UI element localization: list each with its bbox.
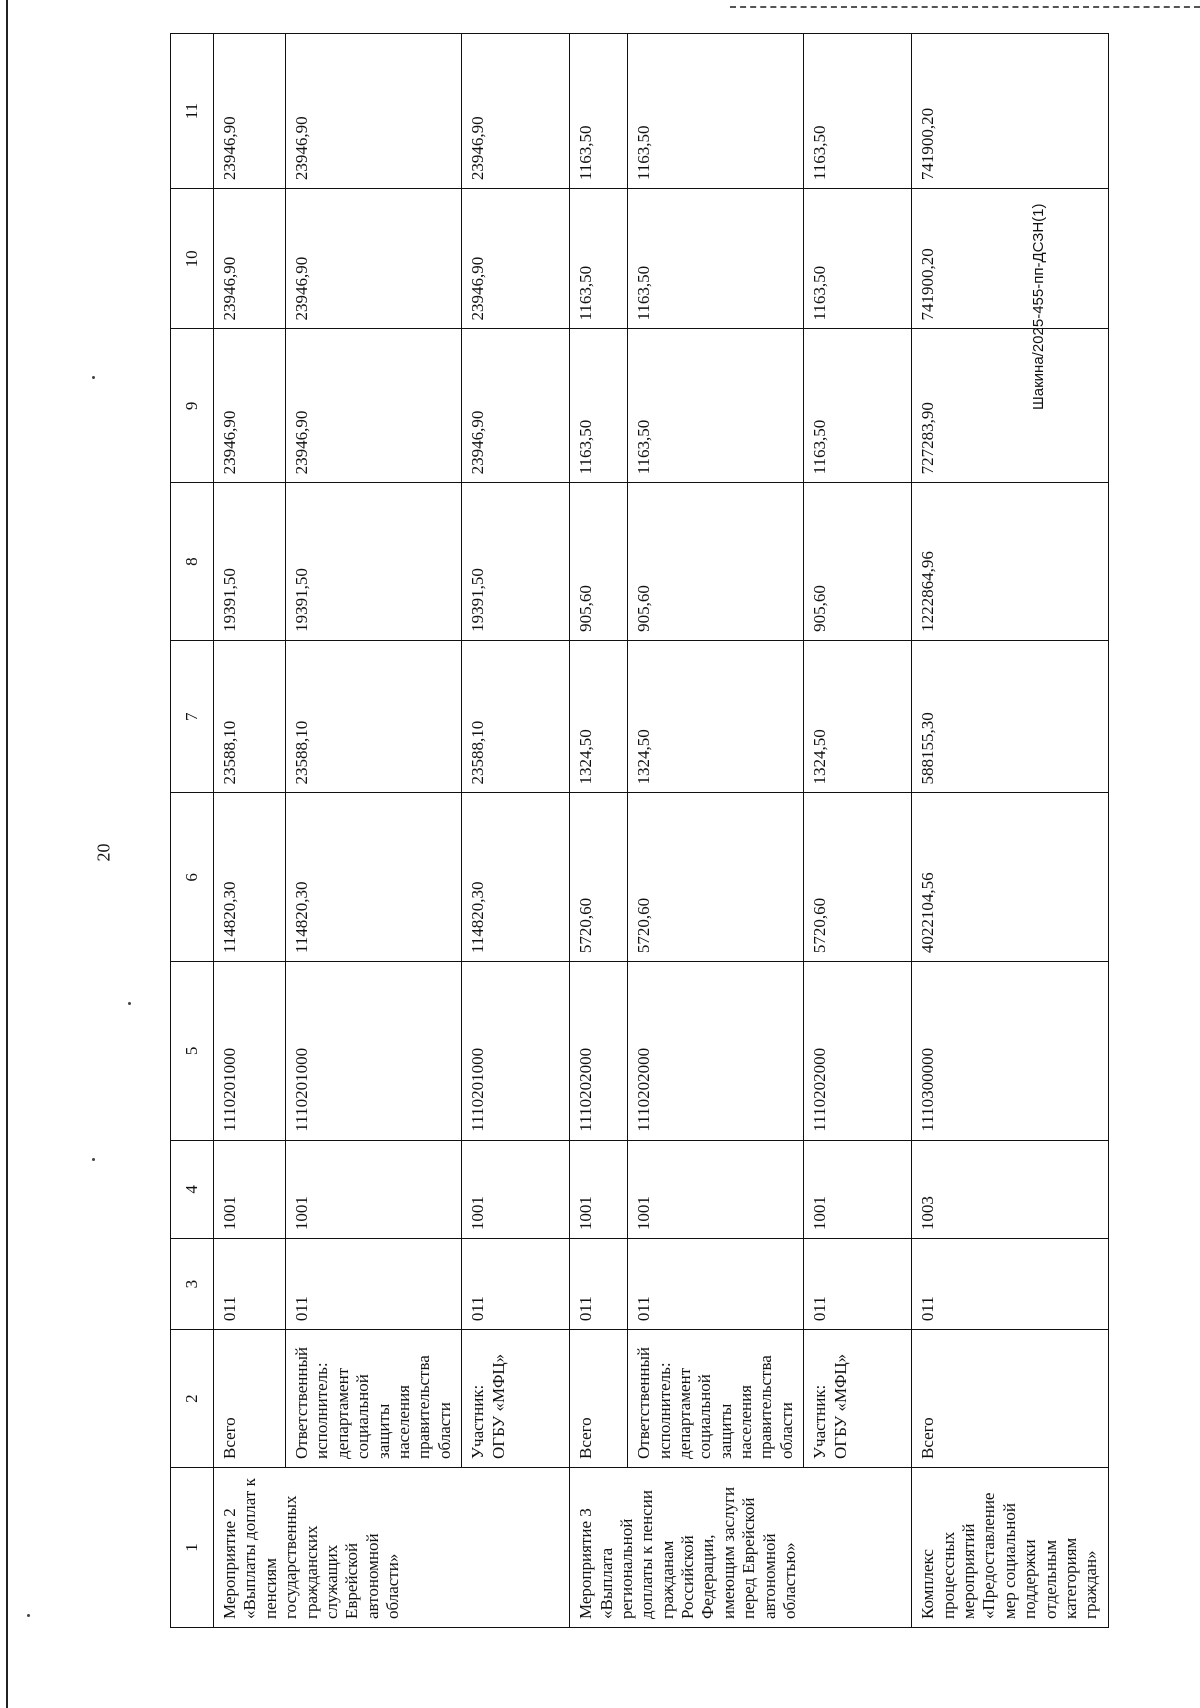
cell: 1110201000 <box>462 962 570 1140</box>
cell: 011 <box>912 1239 1109 1330</box>
cell: 1163,50 <box>804 329 912 483</box>
cell: 905,60 <box>628 483 804 641</box>
rotated-table-container <box>170 33 1100 1628</box>
cell: 011 <box>570 1239 628 1330</box>
cell: 23946,90 <box>286 34 462 189</box>
cell: 23946,90 <box>214 329 286 483</box>
table-row <box>628 34 804 1628</box>
event-title-cell: Мероприятие 2 «Выплаты доплат к пенсиям государственных гражданских служащих Еврейской автономной области» <box>214 1468 570 1628</box>
page-frame-left <box>6 0 8 1708</box>
cell: 011 <box>462 1239 570 1330</box>
cell: 114820,30 <box>286 793 462 962</box>
event-title-cell: Мероприятие 3 «Выплата региональной доплаты к пенсии гражданам Российской Федерации, имеющим заслуги перед Еврейской автономной областью» <box>570 1468 912 1628</box>
cell: 1324,50 <box>570 640 628 793</box>
role-cell: Участник: ОГБУ «МФЦ» <box>462 1330 570 1468</box>
cell: 1003 <box>912 1140 1109 1238</box>
page-number: 20 <box>93 843 114 862</box>
table-row <box>462 34 570 1628</box>
cell: 1001 <box>570 1140 628 1238</box>
header-cell: 11 <box>171 34 214 189</box>
header-cell: 8 <box>171 483 214 641</box>
cell: 19391,50 <box>462 483 570 641</box>
document-code: Шакина/2025-455-пп-ДСЗН(1) <box>1030 203 1047 410</box>
table-row <box>214 34 286 1628</box>
role-cell: Ответственный исполнитель: департамент социальной защиты населения правительства области <box>628 1330 804 1468</box>
role-cell: Ответственный исполнитель: департамент социальной защиты населения правительства области <box>286 1330 462 1468</box>
cell: 1163,50 <box>628 329 804 483</box>
cell: 1163,50 <box>570 34 628 189</box>
cell: 5720,60 <box>804 793 912 962</box>
cell: 1001 <box>628 1140 804 1238</box>
table-row <box>570 34 628 1628</box>
header-row <box>171 34 214 1628</box>
cell: 1001 <box>804 1140 912 1238</box>
cell: 727283,90 <box>912 329 1109 483</box>
cell: 114820,30 <box>214 793 286 962</box>
role-cell: Всего <box>570 1330 628 1468</box>
cell: 23946,90 <box>462 189 570 329</box>
cell: 23588,10 <box>286 640 462 793</box>
header-cell: 2 <box>171 1330 214 1468</box>
role-cell: Всего <box>912 1330 1109 1468</box>
cell: 23588,10 <box>462 640 570 793</box>
cell: 1001 <box>286 1140 462 1238</box>
cell: 011 <box>214 1239 286 1330</box>
cell: 741900,20 <box>912 34 1109 189</box>
cell: 1222864,96 <box>912 483 1109 641</box>
cell: 1163,50 <box>804 34 912 189</box>
cell: 905,60 <box>804 483 912 641</box>
table-row <box>912 34 1109 1628</box>
scan-speck <box>27 1614 30 1617</box>
header-cell: 4 <box>171 1140 214 1238</box>
cell: 1163,50 <box>628 189 804 329</box>
cell: 23946,90 <box>214 34 286 189</box>
cell: 1110300000 <box>912 962 1109 1140</box>
cell: 1110202000 <box>804 962 912 1140</box>
event-title-cell: Комплекс процессных мероприятий «Предоставление мер социальной поддержки отдельным категориям граждан» <box>912 1468 1109 1628</box>
cell: 1163,50 <box>628 34 804 189</box>
cell: 5720,60 <box>570 793 628 962</box>
cell: 1110202000 <box>628 962 804 1140</box>
cell: 23946,90 <box>462 329 570 483</box>
cell: 011 <box>804 1239 912 1330</box>
cell: 1110202000 <box>570 962 628 1140</box>
cell: 741900,20 <box>912 189 1109 329</box>
header-cell: 7 <box>171 640 214 793</box>
cell: 1110201000 <box>214 962 286 1140</box>
cell: 1324,50 <box>804 640 912 793</box>
role-cell: Всего <box>214 1330 286 1468</box>
cell: 19391,50 <box>214 483 286 641</box>
scan-speck <box>92 376 95 379</box>
cell: 588155,30 <box>912 640 1109 793</box>
cell: 5720,60 <box>628 793 804 962</box>
cell: 1324,50 <box>628 640 804 793</box>
cell: 4022104,56 <box>912 793 1109 962</box>
role-cell: Участник: ОГБУ «МФЦ» <box>804 1330 912 1468</box>
header-cell: 3 <box>171 1239 214 1330</box>
cell: 1163,50 <box>570 329 628 483</box>
cell: 011 <box>286 1239 462 1330</box>
cell: 23946,90 <box>214 189 286 329</box>
cell: 011 <box>628 1239 804 1330</box>
cell: 1163,50 <box>570 189 628 329</box>
scan-speck <box>128 1002 131 1005</box>
cell: 23946,90 <box>462 34 570 189</box>
table-row <box>286 34 462 1628</box>
page-frame-top <box>730 6 1200 8</box>
header-cell: 5 <box>171 962 214 1140</box>
cell: 23946,90 <box>286 329 462 483</box>
cell: 1163,50 <box>804 189 912 329</box>
cell: 23946,90 <box>286 189 462 329</box>
table-row <box>804 34 912 1628</box>
header-cell: 1 <box>171 1468 214 1628</box>
cell: 1110201000 <box>286 962 462 1140</box>
cell: 905,60 <box>570 483 628 641</box>
cell: 114820,30 <box>462 793 570 962</box>
header-cell: 10 <box>171 189 214 329</box>
budget-table <box>170 33 1109 1628</box>
cell: 1001 <box>462 1140 570 1238</box>
cell: 19391,50 <box>286 483 462 641</box>
scan-speck <box>92 1158 95 1161</box>
cell: 1001 <box>214 1140 286 1238</box>
header-cell: 6 <box>171 793 214 962</box>
cell: 23588,10 <box>214 640 286 793</box>
header-cell: 9 <box>171 329 214 483</box>
